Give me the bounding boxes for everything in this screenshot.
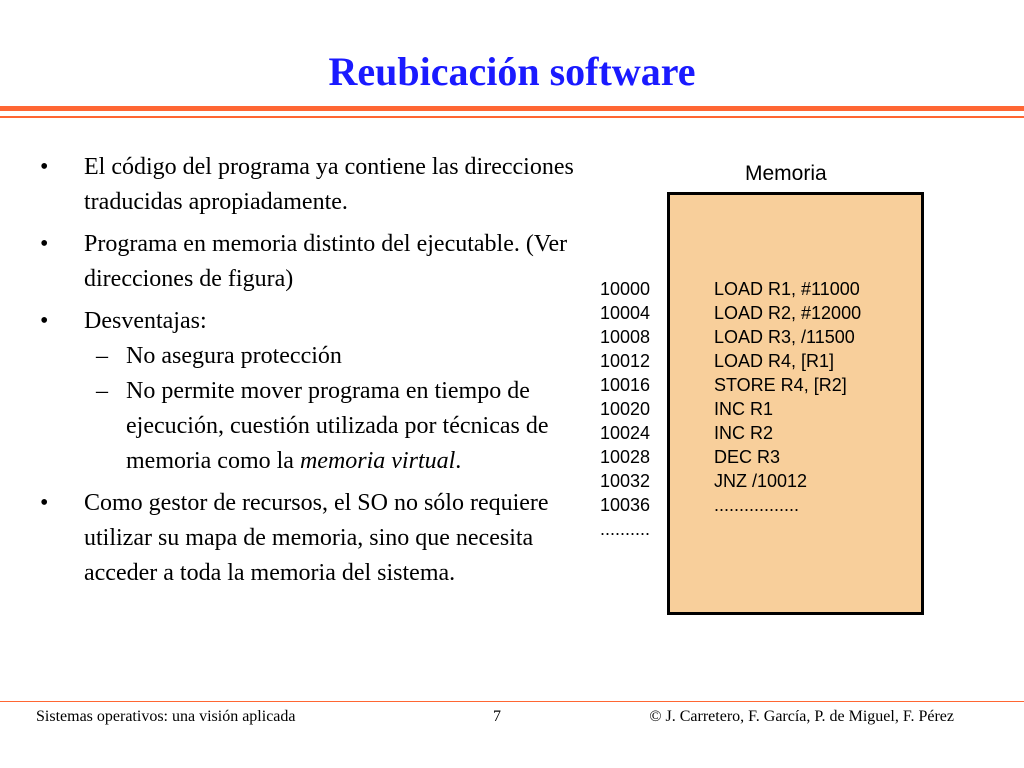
bullet-text: Desventajas:	[84, 308, 207, 334]
bullet-item	[40, 150, 585, 220]
sub-bullet-text: No permite mover programa en tiempo de ejecución, cuestión utilizada por técnicas de memoria como la	[126, 378, 549, 474]
memory-instruction: INC R2	[714, 423, 774, 443]
memory-instruction: DEC R3	[714, 447, 781, 467]
memory-address: 10036	[600, 495, 651, 515]
memory-instruction: LOAD R4, [R1]	[714, 351, 835, 371]
memory-instruction: LOAD R2, #12000	[714, 303, 862, 323]
footer-course-title: Sistemas operativos: una visión aplicada	[36, 708, 296, 725]
memory-address: 10004	[600, 303, 651, 323]
memory-address: ..........	[600, 519, 651, 539]
bullet-text: Como gestor de recursos, el SO no sólo requiere utilizar su mapa de memoria, sino que necesita acceder a toda la memoria del sistema.	[84, 490, 549, 586]
bullet-dot: •	[40, 154, 49, 180]
sub-bullet-emphasis: memoria virtual	[299, 448, 456, 474]
footer-copyright: © J. Carretero, F. García, P. de Miguel, F. Pérez	[649, 708, 954, 725]
footer-page-number: 7	[493, 708, 501, 725]
sub-bullet-dash: –	[96, 343, 108, 369]
memory-address: 10024	[600, 423, 651, 443]
footer-divider	[0, 701, 1024, 702]
bullet-dot: •	[40, 308, 49, 334]
bullet-item	[40, 486, 585, 591]
bullet-item	[40, 304, 585, 339]
memory-address: 10008	[600, 327, 651, 347]
memory-instruction: JNZ /10012	[714, 471, 808, 491]
slide-title: Reubicación software	[328, 49, 696, 94]
bullet-dot: •	[40, 490, 49, 516]
memory-address: 10016	[600, 375, 651, 395]
sub-bullet-text: No asegura protección	[126, 343, 342, 369]
title-divider-thick	[0, 106, 1024, 111]
sub-bullet-item	[40, 374, 585, 479]
sub-bullet-item	[40, 339, 585, 374]
sub-bullet-list	[40, 339, 585, 479]
memory-title: Memoria	[745, 162, 827, 185]
memory-instruction: LOAD R3, /11500	[714, 327, 855, 347]
title-divider-thin	[0, 116, 1024, 118]
memory-address: 10000	[600, 279, 651, 299]
memory-address: 10012	[600, 351, 651, 371]
memory-address: 10020	[600, 399, 651, 419]
memory-instruction: STORE R4, [R2]	[714, 375, 847, 395]
memory-instruction: INC R1	[714, 399, 774, 419]
bullet-list	[40, 150, 585, 598]
bullet-text: Programa en memoria distinto del ejecutable. (Ver direcciones de figura)	[84, 231, 568, 292]
bullet-dot: •	[40, 231, 49, 257]
sub-bullet-suffix: .	[455, 448, 462, 474]
memory-instruction: .................	[714, 495, 800, 515]
bullet-item	[40, 227, 585, 297]
memory-address: 10028	[600, 447, 651, 467]
bullet-text: El código del programa ya contiene las direcciones traducidas apropiadamente.	[84, 154, 574, 215]
memory-instruction: LOAD R1, #11000	[714, 279, 860, 299]
sub-bullet-dash: –	[96, 378, 108, 404]
memory-address: 10032	[600, 471, 651, 491]
